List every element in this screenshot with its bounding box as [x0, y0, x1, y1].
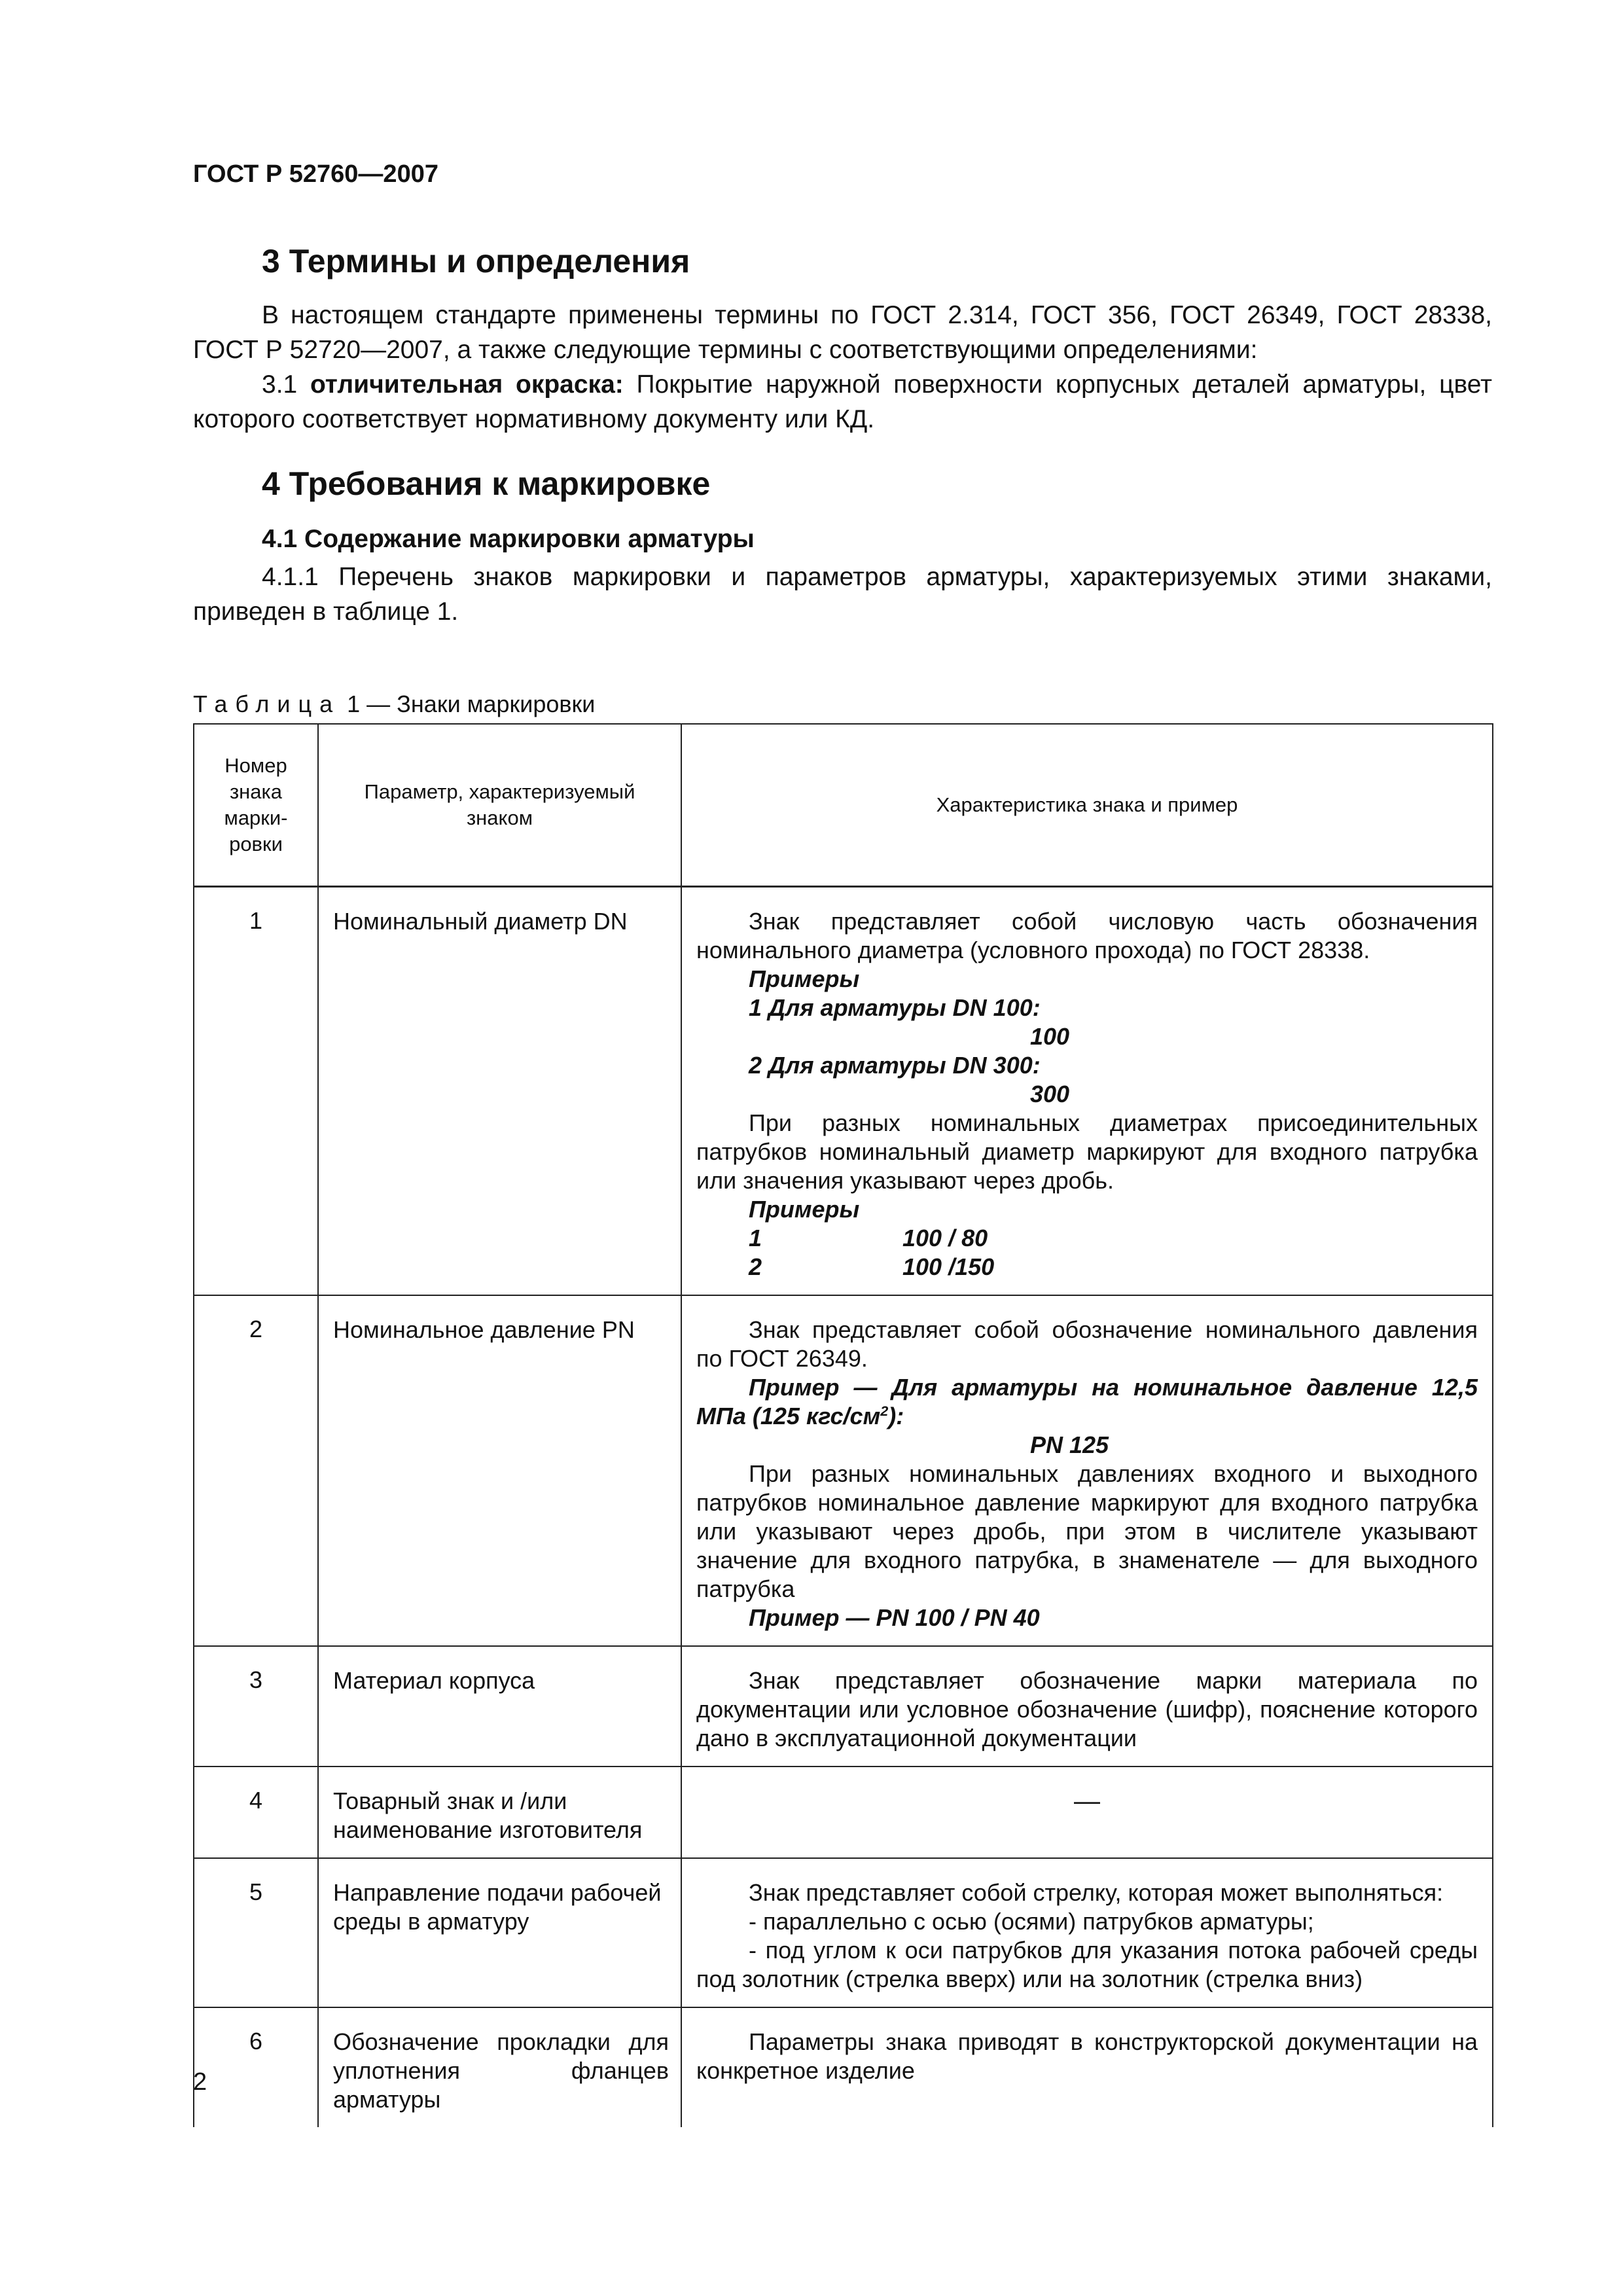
examples-label: Примеры	[749, 965, 860, 992]
table-row	[194, 887, 1493, 1296]
desc-text: Параметры знака приводят в конструкторской документации на конкретное изделие	[696, 2028, 1478, 2084]
table-caption	[193, 691, 595, 718]
marking-table	[193, 723, 1493, 2127]
desc-text: Знак представляет собой числовую часть обозначения номинального диаметра (условного прохода) по ГОСТ 28338.	[696, 908, 1478, 963]
row-num: 3	[194, 1646, 318, 1767]
section-4-1-title: 4.1 Содержание маркировки арматуры	[262, 525, 755, 553]
header-num: Номер знака марки-ровки	[194, 724, 318, 887]
page-number: 2	[193, 2068, 207, 2096]
list-item: - под углом к оси патрубков для указания потока рабочей среды под золотник (стрелка вверх) или на золотник (стрелка вниз)	[696, 1937, 1478, 1992]
table-header-row	[194, 724, 1493, 887]
example-pair-2: 2 100 /150	[749, 1253, 995, 1280]
row-param: Направление подачи рабочей среды в арматуру	[318, 1858, 681, 2007]
example-pair-1: 1 100 / 80	[749, 1225, 988, 1251]
table-caption-rest: 1 — Знаки маркировки	[340, 691, 596, 717]
desc-text-2: При разных номинальных диаметрах присоединительных патрубков номинальный диаметр маркируют для входного патрубка или значения указывают через дробь.	[696, 1109, 1478, 1194]
row-desc	[681, 1646, 1493, 1767]
row-desc	[681, 1858, 1493, 2007]
row-param: Товарный знак и /или наименование изготовителя	[318, 1767, 681, 1858]
header-param: Параметр, характеризуемый знаком	[318, 724, 681, 887]
row-param: Номинальное давление PN	[318, 1295, 681, 1646]
desc-text-2: При разных номинальных давлениях входного и выходного патрубков номинальное давление маркируют для входного патрубка или указывают через дробь, при этом в числителе указывают значение для входного патрубка, в знаменателе — для выходного патрубка	[696, 1460, 1478, 1602]
example-value: PN 125	[1030, 1431, 1109, 1458]
example-1: 1 Для арматуры DN 100:	[749, 994, 1041, 1021]
row-num: 6	[194, 2007, 318, 2127]
table-row	[194, 1858, 1493, 2007]
example: Пример — Для арматуры на номинальное давление 12,5 МПа (125 кгс/$см^2$):	[696, 1374, 1478, 1429]
desc-text: Знак представляет собой обозначение номинального давления по ГОСТ 26349.	[696, 1316, 1478, 1372]
table-caption-word: Таблица	[193, 691, 341, 717]
term-number: 3.1	[262, 370, 298, 399]
row-desc	[681, 2007, 1493, 2127]
examples-label-2: Примеры	[749, 1196, 860, 1223]
table-row	[194, 2007, 1493, 2127]
row-num: 2	[194, 1295, 318, 1646]
example-2-value: 300	[1030, 1081, 1070, 1107]
row-num: 5	[194, 1858, 318, 2007]
row-desc	[681, 887, 1493, 1296]
row-desc	[681, 1767, 1493, 1858]
row-param: Обозначение прокладки для уплотнения фланцев арматуры	[318, 2007, 681, 2127]
term-definition	[193, 367, 1492, 437]
document-code: ГОСТ Р 52760—2007	[193, 160, 438, 188]
desc-dash: —	[1074, 1787, 1100, 1816]
row-num: 4	[194, 1767, 318, 1858]
row-param: Материал корпуса	[318, 1646, 681, 1767]
table-row	[194, 1767, 1493, 1858]
section-4-1-1-para: 4.1.1 Перечень знаков маркировки и параметров арматуры, характеризуемых этими знаками, приведен в таблице 1.	[193, 563, 1492, 626]
example-2: 2 Для арматуры DN 300:	[749, 1052, 1041, 1079]
section-4-title: 4 Требования к маркировке	[262, 465, 711, 502]
row-num: 1	[194, 887, 318, 1296]
desc-text: Знак представляет собой стрелку, которая может выполняться:	[749, 1879, 1444, 1906]
section-3-intro: В настоящем стандарте применены термины по ГОСТ 2.314, ГОСТ 356, ГОСТ 26349, ГОСТ 28338, ГОСТ Р 52720—2007, а также следующие термины с соответствующими определениями:	[193, 301, 1492, 364]
example-2: Пример — PN 100 / PN 40	[749, 1604, 1040, 1631]
row-desc	[681, 1295, 1493, 1646]
example-1-value: 100	[1030, 1023, 1070, 1050]
table-row	[194, 1295, 1493, 1646]
table-row	[194, 1646, 1493, 1767]
header-desc: Характеристика знака и пример	[681, 724, 1493, 887]
desc-text: Знак представляет обозначение марки материала по документации или условное обозначение (шифр), пояснение которого дано в эксплуатационной документации	[696, 1667, 1478, 1751]
list-item: - параллельно с осью (осями) патрубков арматуры;	[749, 1908, 1314, 1935]
row-param: Номинальный диаметр DN	[318, 887, 681, 1296]
term-def: Покрытие наружной поверхности корпусных деталей арматуры, цвет которого соответствует нормативному документу или КД.	[193, 370, 1492, 433]
term-name: отличительная окраска:	[310, 370, 624, 399]
section-3-title: 3 Термины и определения	[262, 243, 690, 279]
